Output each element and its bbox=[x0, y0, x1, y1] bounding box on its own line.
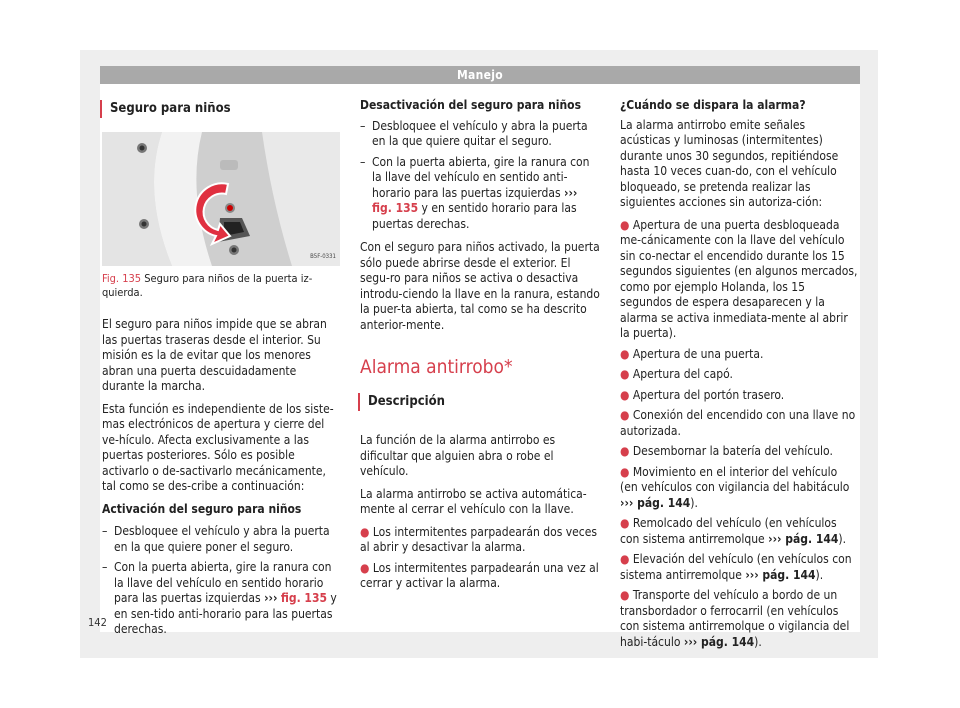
bullet-text: ). bbox=[838, 531, 846, 546]
bullet-text: Desembornar la batería del vehículo. bbox=[632, 444, 833, 458]
step-text-part: Con la puerta abierta, gire la ranura con la llave del vehículo en sentido horario para las puertas izquierdas bbox=[114, 560, 332, 605]
bullet-text: Apertura de una puerta. bbox=[632, 346, 764, 361]
bullet-item bbox=[620, 408, 858, 439]
ref-arrow: ››› bbox=[564, 185, 578, 200]
paragraph: El seguro para niños impide que se abran las puertas traseras desde el interior. Su misión es la de evitar que los menores abran una puerta descuidadamente durante la marcha. bbox=[102, 317, 327, 393]
bullet-item bbox=[360, 525, 600, 556]
step-text: – Desbloquee el vehículo y abra la puerta en la que quiere poner el seguro. bbox=[114, 524, 330, 554]
bullet-item bbox=[620, 552, 858, 583]
bullet-text: Los intermitentes parpadearán una vez al cerrar y activar la alarma. bbox=[360, 560, 599, 590]
bullet-icon: ● bbox=[620, 217, 630, 232]
bullet-icon: ● bbox=[620, 444, 630, 458]
alarm-trigger-heading: ¿Cuándo se dispara la alarma? bbox=[620, 98, 806, 112]
bullet-icon: ● bbox=[360, 560, 370, 575]
bullet-text: ). bbox=[690, 495, 698, 510]
bullet-text: Apertura de una puerta desbloqueada me-cánicamente con la llave del vehículo sin co-nectar el encendido durante los 15 segundos siguientes (en algunos mercados, como por ejemplo Holanda, los 15 segundos de espera desaparecen y la alarma se activa inmediata-mente al abrir la puerta). bbox=[620, 217, 858, 340]
bullet-icon: ● bbox=[620, 367, 630, 381]
bullet-item bbox=[620, 388, 858, 404]
bullet-item bbox=[620, 516, 858, 547]
bullet-icon: ● bbox=[620, 588, 630, 602]
bullet-item bbox=[620, 465, 858, 512]
column-1 bbox=[102, 98, 340, 643]
bullet-text: Los intermitentes parpadearán dos veces al abrir y desactivar la alarma. bbox=[360, 524, 597, 554]
figure-code: B5F-0331 bbox=[310, 252, 336, 260]
bullet-icon: ● bbox=[620, 387, 630, 402]
bullet-item bbox=[620, 444, 858, 460]
subsection-title: Descripción bbox=[358, 393, 600, 411]
paragraph: Esta función es independiente de los siste-mas electrónicos de apertura y cierre del ve-hículo. Afecta exclusivamente a las puertas posteriores. Sólo es posible activarlo o de-sactivarlo mecánicamente, tal como se des-cribe a continuación: bbox=[102, 401, 334, 493]
column-2 bbox=[360, 98, 600, 597]
bullet-text: Elevación del vehículo (en vehículos con sistema antirremolque bbox=[620, 552, 852, 582]
bullet-item bbox=[620, 367, 858, 383]
bullet-item bbox=[620, 218, 858, 342]
bullet-icon: ● bbox=[620, 464, 630, 479]
step-text-part: y en sentido horario para las puertas derechas. bbox=[372, 201, 577, 231]
bullet-item bbox=[620, 588, 858, 650]
step-text-part: Con la puerta abierta, gire la ranura con la llave del vehículo en sentido anti-horario para las puertas izquierdas bbox=[372, 154, 590, 200]
door-lock-illustration bbox=[102, 132, 340, 266]
step-text bbox=[372, 155, 600, 233]
bullet-text: Conexión del encendido con una llave no autorizada. bbox=[620, 408, 856, 438]
caption-text: Seguro para niños de la puerta iz-quierda. bbox=[102, 272, 313, 299]
bullet-icon: ● bbox=[360, 524, 370, 539]
step-item bbox=[102, 524, 340, 555]
section-title: Seguro para niños bbox=[100, 100, 340, 118]
paragraph: Con el seguro para niños activado, la puerta sólo puede abrirse desde el exterior. El segu-ro para niños se activa o desactiva introdu-ciendo la llave en la ranura, estando la puer-ta abierta, tal como se ha descrito anterior-mente. bbox=[360, 240, 600, 332]
bullet-icon: ● bbox=[620, 346, 630, 361]
paragraph: La función de la alarma antirrobo es dificultar que alguien abra o robe el vehículo. bbox=[360, 433, 556, 478]
bullet-text: Remolcado del vehículo (en vehículos con sistema antirremolque bbox=[620, 516, 837, 546]
paragraph: La alarma antirrobo emite señales acústicas y luminosas (intermitentes) durante unos 30 segundos, repitiéndose hasta 10 veces cuan-do, con el vehículo bloqueado, se pretenda realizar las siguientes acciones sin autoriza-ción: bbox=[620, 117, 839, 209]
activation-heading: Activación del seguro para niños bbox=[102, 501, 302, 516]
chapter-header: Manejo bbox=[100, 66, 860, 84]
step-text bbox=[114, 560, 340, 638]
bullet-text: Transporte del vehículo a bordo de un transbordador o ferrocarril (en vehículos con sistema antirremolque o vigilancia del habi-táculo bbox=[620, 588, 850, 649]
bullet-item bbox=[360, 561, 600, 592]
deactivation-heading: Desactivación del seguro para niños bbox=[360, 98, 582, 112]
page-link[interactable]: ››› pág. 144 bbox=[745, 567, 816, 582]
bullet-text: ). bbox=[754, 634, 762, 649]
page-link[interactable]: ››› pág. 144 bbox=[683, 634, 755, 649]
figure-link[interactable]: fig. 135 bbox=[280, 591, 327, 605]
page-link[interactable]: ››› pág. 144 bbox=[620, 495, 691, 510]
bullet-icon: ● bbox=[620, 552, 630, 566]
paragraph: La alarma antirrobo se activa automática-mente al cerrar el vehículo con la llave. bbox=[360, 486, 587, 516]
bullet-text: Movimiento en el interior del vehículo (en vehículos con vigilancia del habitáculo bbox=[620, 464, 850, 494]
figure-child-lock bbox=[102, 132, 340, 266]
figure-caption bbox=[102, 272, 340, 299]
bullet-text: ). bbox=[815, 567, 824, 582]
chapter-title: Alarma antirrobo* bbox=[360, 356, 513, 378]
step-text: – Desbloquee el vehículo y abra la puerta en la que quiere quitar el seguro. bbox=[372, 118, 588, 148]
bullet-text: Apertura del portón trasero. bbox=[632, 387, 785, 402]
ref-arrow: ››› bbox=[264, 591, 278, 605]
step-item bbox=[360, 119, 600, 150]
page-link[interactable]: ››› pág. 144 bbox=[768, 531, 839, 546]
bullet-icon: ● bbox=[620, 408, 630, 422]
page-number: 142 bbox=[88, 616, 107, 629]
step-text-part: y en sen-tido anti-horario para las puertas derechas. bbox=[114, 591, 337, 636]
column-3 bbox=[620, 98, 858, 655]
step-item bbox=[102, 560, 340, 638]
bullet-icon: ● bbox=[620, 516, 630, 530]
step-item bbox=[360, 155, 600, 233]
bullet-text: Apertura del capó. bbox=[632, 367, 733, 381]
bullet-item bbox=[620, 347, 858, 363]
figure-label: Fig. 135 bbox=[102, 272, 142, 285]
figure-link[interactable]: fig. 135 bbox=[372, 201, 419, 215]
